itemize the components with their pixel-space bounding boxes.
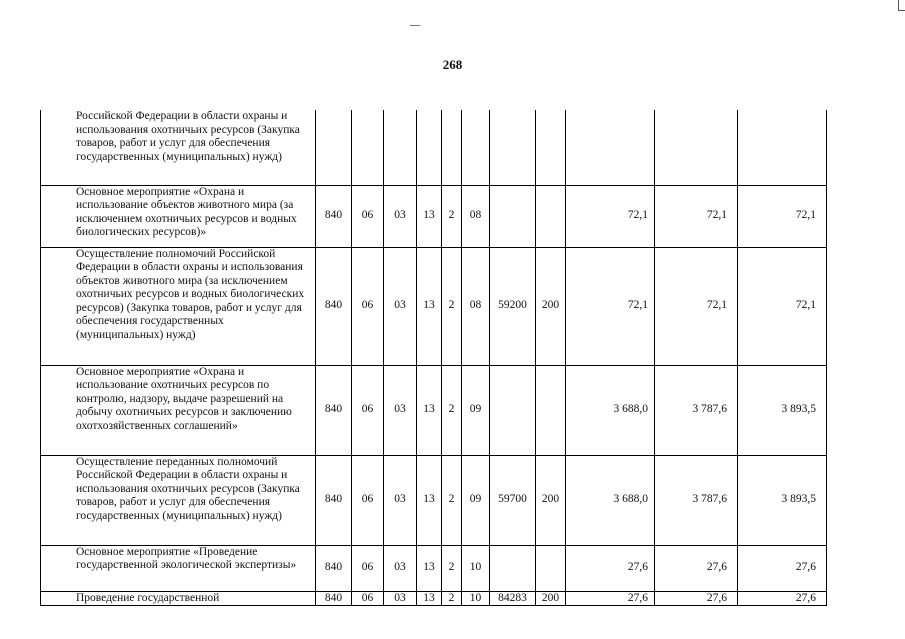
cell-direction: 59200 (490, 247, 536, 365)
row-name: Осуществление полномочий Российской Федерации в области охраны и использования объектов животного мира (за исключением охотничьих ресурсов и водных биологических ресурсов) (Закупка товаров, работ и услуг для обеспечения государственных (муниципальных) нужд) (41, 247, 316, 365)
cell-amount-1: 27,6 (566, 545, 655, 591)
cell-amount-3 (738, 110, 827, 185)
table-row (41, 455, 827, 545)
cell-subsection: 03 (384, 247, 417, 365)
cell-program: 13 (417, 185, 442, 247)
page-corner-mark (898, 0, 905, 11)
cell-subprogram: 2 (442, 365, 462, 455)
cell-amount-2: 3 787,6 (655, 365, 738, 455)
scan-artifact (410, 25, 420, 26)
cell-amount-2 (655, 110, 738, 185)
table-row (41, 545, 827, 591)
cell-ministry (316, 110, 352, 185)
row-name: Проведение государственной (41, 591, 316, 606)
cell-direction (490, 185, 536, 247)
cell-amount-3: 72,1 (738, 185, 827, 247)
cell-program: 13 (417, 247, 442, 365)
row-name: Основное мероприятие «Охрана и использование охотничьих ресурсов по контролю, надзору, выдаче разрешений на добычу охотничьих ресурсов и заключению охотхозяйственных соглашений» (41, 365, 316, 455)
cell-activity (462, 110, 490, 185)
cell-amount-3: 3 893,5 (738, 455, 827, 545)
cell-section: 06 (352, 365, 384, 455)
cell-ministry: 840 (316, 455, 352, 545)
cell-program: 13 (417, 591, 442, 606)
cell-subsection: 03 (384, 591, 417, 606)
cell-activity: 08 (462, 185, 490, 247)
cell-subprogram (442, 110, 462, 185)
cell-ministry: 840 (316, 185, 352, 247)
cell-subprogram: 2 (442, 247, 462, 365)
budget-table (40, 110, 827, 606)
cell-amount-1: 3 688,0 (566, 365, 655, 455)
table-row (41, 591, 827, 606)
row-name: Основное мероприятие «Проведение государственной экологической экспертизы» (41, 545, 316, 591)
cell-section: 06 (352, 185, 384, 247)
cell-expense-type: 200 (536, 591, 566, 606)
cell-subsection (384, 110, 417, 185)
cell-amount-2: 72,1 (655, 247, 738, 365)
cell-activity: 08 (462, 247, 490, 365)
cell-activity: 09 (462, 455, 490, 545)
cell-expense-type (536, 110, 566, 185)
cell-amount-1: 72,1 (566, 247, 655, 365)
cell-amount-3: 27,6 (738, 591, 827, 606)
cell-subsection: 03 (384, 365, 417, 455)
cell-activity: 10 (462, 591, 490, 606)
table-row (41, 185, 827, 247)
cell-subprogram: 2 (442, 545, 462, 591)
cell-ministry: 840 (316, 545, 352, 591)
cell-amount-3: 72,1 (738, 247, 827, 365)
cell-amount-2: 27,6 (655, 591, 738, 606)
table-row (41, 247, 827, 365)
cell-expense-type: 200 (536, 455, 566, 545)
cell-direction: 59700 (490, 455, 536, 545)
cell-expense-type (536, 545, 566, 591)
cell-ministry: 840 (316, 365, 352, 455)
cell-subprogram: 2 (442, 185, 462, 247)
cell-amount-3: 27,6 (738, 545, 827, 591)
cell-amount-2: 3 787,6 (655, 455, 738, 545)
cell-expense-type (536, 365, 566, 455)
cell-amount-1: 72,1 (566, 185, 655, 247)
cell-activity: 09 (462, 365, 490, 455)
cell-section: 06 (352, 455, 384, 545)
cell-expense-type (536, 185, 566, 247)
cell-amount-2: 72,1 (655, 185, 738, 247)
row-name: Осуществление переданных полномочий Российской Федерации в области охраны и использования охотничьих ресурсов (Закупка товаров, работ и услуг для обеспечения государственных (муниципальных) нужд) (41, 455, 316, 545)
row-name: Основное мероприятие «Охрана и использование объектов животного мира (за исключением охотничьих ресурсов и водных биологических ресурсов)» (41, 185, 316, 247)
cell-direction (490, 110, 536, 185)
cell-section: 06 (352, 247, 384, 365)
cell-amount-1: 3 688,0 (566, 455, 655, 545)
cell-amount-1: 27,6 (566, 591, 655, 606)
cell-amount-3: 3 893,5 (738, 365, 827, 455)
cell-expense-type: 200 (536, 247, 566, 365)
cell-direction (490, 365, 536, 455)
cell-section: 06 (352, 545, 384, 591)
page-number: 268 (442, 57, 463, 72)
cell-direction (490, 545, 536, 591)
cell-activity: 10 (462, 545, 490, 591)
cell-program: 13 (417, 455, 442, 545)
cell-ministry: 840 (316, 247, 352, 365)
cell-subprogram: 2 (442, 591, 462, 606)
table-row (41, 110, 827, 185)
cell-program: 13 (417, 365, 442, 455)
cell-amount-1 (566, 110, 655, 185)
cell-section: 06 (352, 591, 384, 606)
cell-subprogram: 2 (442, 455, 462, 545)
cell-section (352, 110, 384, 185)
cell-program (417, 110, 442, 185)
cell-subsection: 03 (384, 545, 417, 591)
cell-subsection: 03 (384, 455, 417, 545)
cell-ministry: 840 (316, 591, 352, 606)
cell-program: 13 (417, 545, 442, 591)
cell-amount-2: 27,6 (655, 545, 738, 591)
cell-direction: 84283 (490, 591, 536, 606)
cell-subsection: 03 (384, 185, 417, 247)
row-name: Российской Федерации в области охраны и использования охотничьих ресурсов (Закупка товаров, работ и услуг для обеспечения государственных (муниципальных) нужд) (41, 110, 316, 185)
table-row (41, 365, 827, 455)
